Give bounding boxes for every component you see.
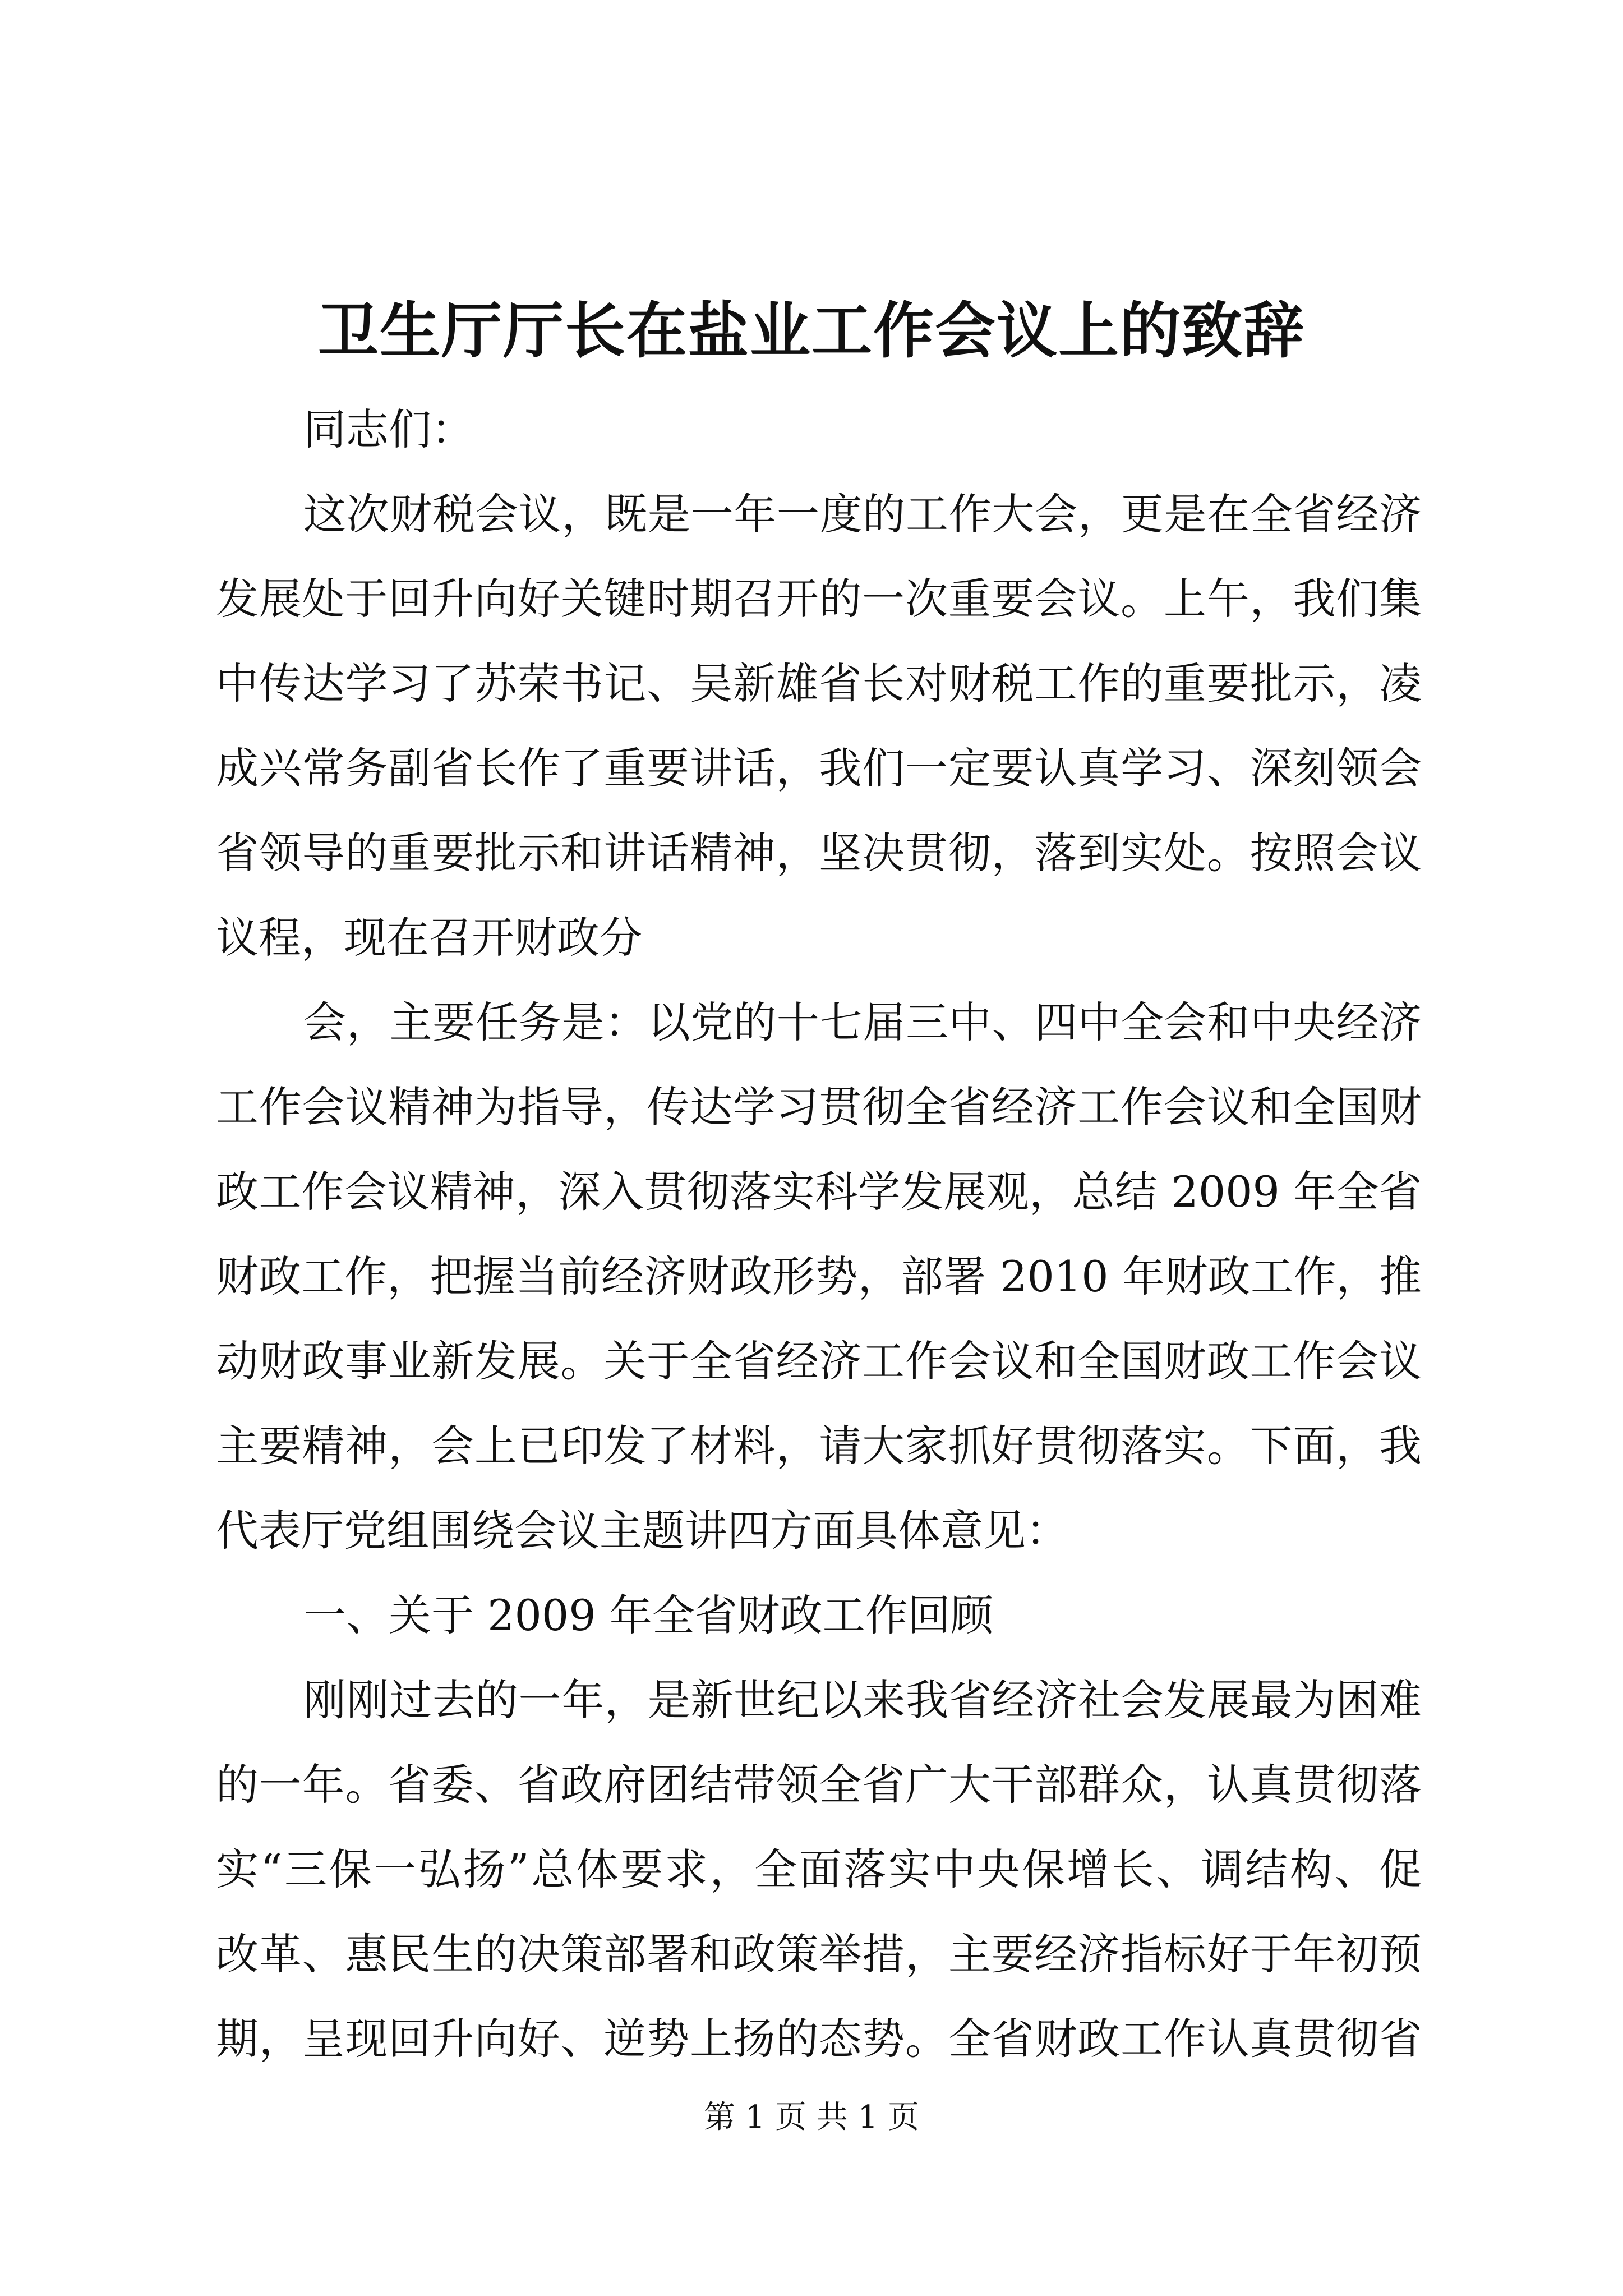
paragraph-line: 刚刚过去的一年，是新世纪以来我省经济社会发展最为困难 xyxy=(303,1675,1422,1725)
paragraph-line: 政工作会议精神，深入贯彻落实科学发展观，总结 2009 年全省 xyxy=(216,1167,1422,1217)
salutation-line: 同志们： xyxy=(303,404,474,454)
paragraph-line: 期，呈现回升向好、逆势上扬的态势。全省财政工作认真贯彻省 xyxy=(216,2014,1422,2064)
paragraph-line: 主要精神，会上已印发了材料，请大家抓好贯彻落实。下面，我 xyxy=(216,1421,1422,1471)
paragraph-line: 省领导的重要批示和讲话精神，坚决贯彻，落到实处。按照会议 xyxy=(216,828,1422,878)
paragraph-line: 会，主要任务是：以党的十七届三中、四中全会和中央经济 xyxy=(303,997,1422,1047)
paragraph-line: 代表厅党组围绕会议主题讲四方面具体意见： xyxy=(216,1506,1068,1556)
section-heading: 一、关于 2009 年全省财政工作回顾 xyxy=(303,1590,993,1640)
paragraph-line: 动财政事业新发展。关于全省经济工作会议和全国财政工作会议 xyxy=(216,1336,1422,1386)
paragraph-line: 工作会议精神为指导，传达学习贯彻全省经济工作会议和全国财 xyxy=(216,1082,1422,1132)
paragraph-line: 成兴常务副省长作了重要讲话，我们一定要认真学习、深刻领会 xyxy=(216,743,1422,793)
document-body xyxy=(216,387,1422,2081)
paragraph-line: 的一年。省委、省政府团结带领全省广大干部群众，认真贯彻落 xyxy=(216,1760,1422,1810)
paragraph-line: 这次财税会议，既是一年一度的工作大会，更是在全省经济 xyxy=(303,489,1422,539)
paragraph-line: 发展处于回升向好关键时期召开的一次重要会议。上午，我们集 xyxy=(216,574,1422,624)
document-title: 卫生厅厅长在盐业工作会议上的致辞 xyxy=(317,296,1305,366)
paragraph-line: 财政工作，把握当前经济财政形势，部署 2010 年财政工作，推 xyxy=(216,1251,1422,1301)
paragraph-line: 议程，现在召开财政分 xyxy=(216,913,642,963)
paragraph-line: 中传达学习了苏荣书记、吴新雄省长对财税工作的重要批示，凌 xyxy=(216,659,1422,708)
page-number-footer: 第 1 页 共 1 页 xyxy=(703,2099,920,2136)
paragraph-line: 实“三保一弘扬”总体要求，全面落实中央保增长、调结构、促 xyxy=(216,1844,1422,1894)
paragraph-line: 改革、惠民生的决策部署和政策举措，主要经济指标好于年初预 xyxy=(216,1929,1422,1979)
